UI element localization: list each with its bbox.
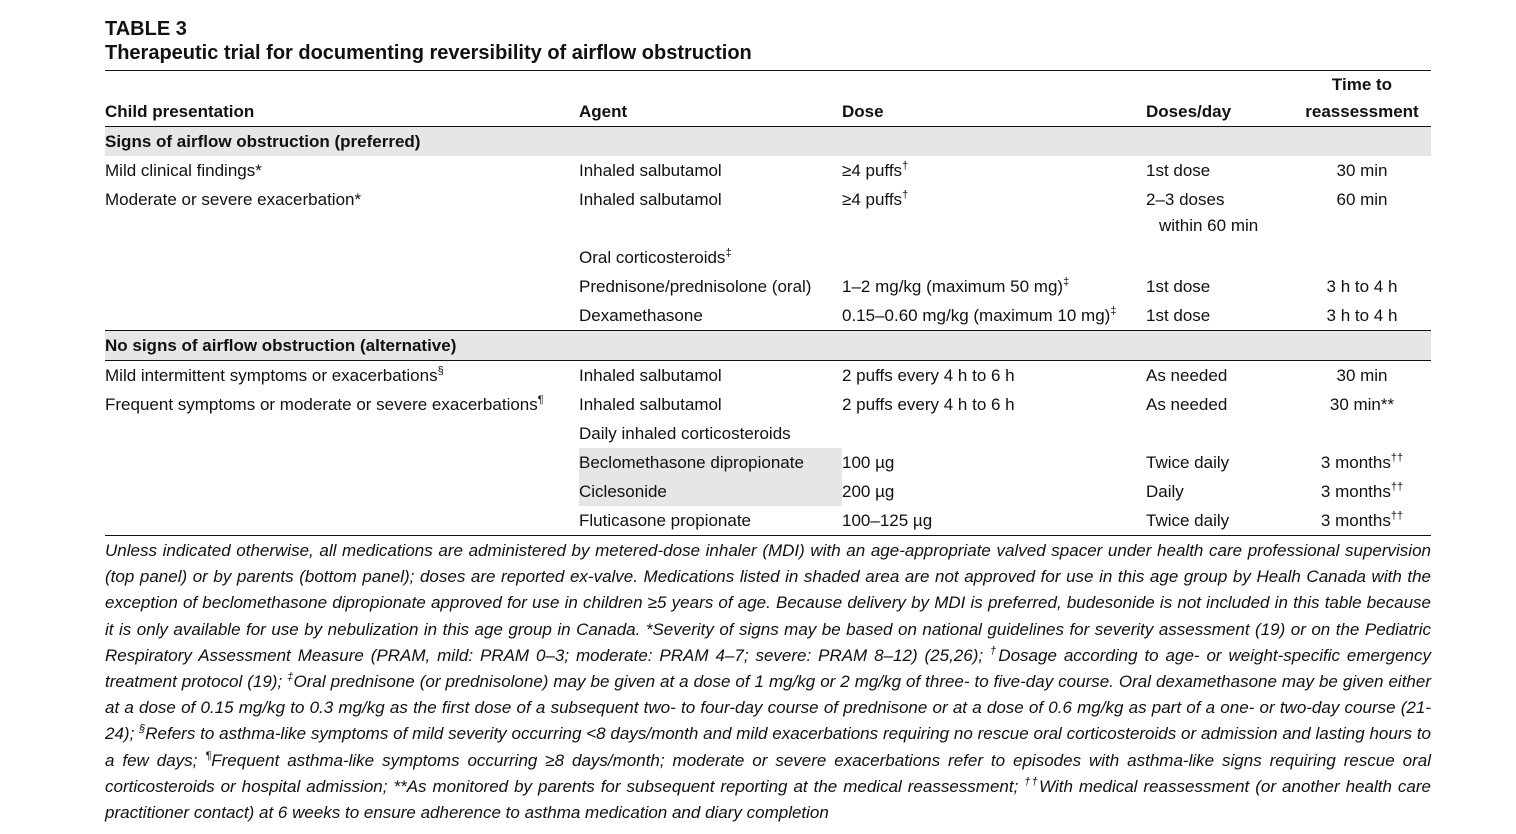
table-footnote: Unless indicated otherwise, all medications are administered by metered-dose inhaler (MDI) with an age-appropriate valved spacer under health care professional supervision (top panel) or by parents (bottom panel); doses are reported ex-valve. Medications listed in shaded area are not approved for use in this age group by Healh Canada with the exception of beclomethasone dipropionate approved for use in children ≥5 years of age. Because delivery by MDI is preferred, budesonide is not included in this table because it is only available for use by nebulization in this age group in Canada. *Severity of signs may be based on national guidelines for severity assessment (19) or on the Pediatric Respiratory Assessment Measure (PRAM, mild: PRAM 0–3; moderate: PRAM 4–7; severe: PRAM 8–12) (25,26); †Dosage according to age- or weight-specific emergency treatment protocol (19); ‡Oral prednisone (or prednisolone) may be given at a dose of 1 mg/kg or 2 mg/kg of three- to five-day course. Oral dexamethasone may be given either at a dose of 0.15 mg/kg to 0.3 mg/kg as the first dose of a subsequent two- to four-day course of prednisone or at a dose of 0.6 mg/kg as part of a one- or two-day course (21-24); §Refers to asthma-like symptoms of mild severity occurring <8 days/month and mild exacerbations requiring no rescue oral corticosteroids or admission and lasting hours to a few days; ¶Frequent asthma-like symptoms occurring ≥8 days/month; moderate or severe exacerbations refer to episodes with asthma-like signs requiring rescue oral corticosteroids or hospital admission; **As monitored by parents for subsequent reporting at the medical reassessment; ††With medical reassessment (or another health care practitioner contact) at 6 weeks to ensure adherence to asthma medication and diary completion — [105, 541, 1431, 823]
time-cell: 3 h to 4 h — [1326, 277, 1398, 296]
section-heading-row — [105, 331, 1431, 361]
header-child-presentation: Child presentation — [105, 102, 255, 121]
time-cell: 30 min — [1336, 366, 1388, 385]
table-row — [105, 301, 1431, 331]
dose-cell: ≥4 puffs† — [842, 160, 909, 180]
header-doses-per-day: Doses/day — [1146, 102, 1232, 121]
table-row — [105, 448, 1431, 477]
dose-cell: 2 puffs every 4 h to 6 h — [842, 395, 1015, 414]
doses-day-cell: 1st dose — [1146, 306, 1211, 325]
time-cell: 3 months†† — [1320, 481, 1404, 501]
agent-cell-shaded: Beclomethasone dipropionate — [579, 448, 842, 477]
table-label: TABLE 3 — [105, 18, 187, 40]
doses-day-cell: 1st dose — [1146, 161, 1211, 180]
time-cell: 3 months†† — [1293, 506, 1431, 536]
dose-cell: 100–125 µg — [842, 506, 1146, 536]
header-agent: Agent — [579, 102, 628, 121]
time-cell: 60 min — [1336, 190, 1388, 209]
agent-cell: Fluticasone propionate — [579, 506, 842, 536]
presentation-cell: Mild clinical findings* — [105, 161, 262, 180]
presentation-cell: Mild intermittent symptoms or exacerbations§ — [105, 365, 444, 385]
agent-cell: Daily inhaled corticosteroids — [579, 424, 791, 443]
table-row — [105, 185, 1431, 243]
section-heading-row — [105, 127, 1431, 157]
dose-cell: ≥4 puffs† — [842, 189, 909, 209]
agent-cell: Inhaled salbutamol — [579, 395, 722, 414]
time-cell: 3 months†† — [1320, 452, 1404, 472]
agent-cell: Inhaled salbutamol — [579, 366, 722, 385]
doses-day-cell: Twice daily — [1146, 453, 1230, 472]
presentation-cell: Frequent symptoms or moderate or severe exacerbations¶ — [105, 394, 544, 414]
table-container — [105, 17, 1431, 826]
doses-day-cell: Twice daily — [1146, 506, 1293, 536]
therapeutic-trial-table — [105, 71, 1431, 536]
dose-cell: 1–2 mg/kg (maximum 50 mg)‡ — [842, 276, 1070, 296]
table-row — [105, 156, 1431, 185]
table-row — [105, 419, 1431, 448]
presentation-cell: Moderate or severe exacerbation* — [105, 190, 362, 209]
table-row — [105, 506, 1431, 536]
dose-cell: 100 µg — [842, 453, 895, 472]
doses-day-cell: 2–3 doses within 60 min — [1146, 190, 1259, 235]
agent-cell: Inhaled salbutamol — [579, 161, 722, 180]
section2-title: No signs of airflow obstruction (alternative) — [105, 331, 1431, 361]
dose-cell: 0.15–0.60 mg/kg (maximum 10 mg)‡ — [842, 305, 1117, 325]
agent-cell: Oral corticosteroids‡ — [579, 247, 732, 267]
agent-cell: Dexamethasone — [579, 306, 703, 325]
header-time-line2: reassessment — [1305, 102, 1419, 121]
dose-cell: 2 puffs every 4 h to 6 h — [842, 366, 1015, 385]
table-row — [105, 390, 1431, 419]
section1-title: Signs of airflow obstruction (preferred) — [105, 127, 1431, 157]
table-caption: Therapeutic trial for documenting reversibility of airflow obstruction — [105, 42, 752, 64]
doses-day-cell: Daily — [1146, 482, 1184, 501]
dose-cell: 200 µg — [842, 482, 895, 501]
time-cell: 30 min** — [1329, 395, 1395, 414]
time-cell: 30 min — [1336, 161, 1388, 180]
table-row — [105, 361, 1431, 391]
doses-day-cell: As needed — [1146, 366, 1228, 385]
table-row — [105, 272, 1431, 301]
doses-day-cell: 1st dose — [1146, 277, 1211, 296]
time-cell: 3 h to 4 h — [1326, 306, 1398, 325]
doses-day-cell: As needed — [1146, 395, 1228, 414]
agent-cell: Prednisone/prednisolone (oral) — [579, 277, 812, 296]
agent-cell-shaded: Ciclesonide — [579, 477, 842, 506]
header-dose: Dose — [842, 102, 884, 121]
agent-cell: Inhaled salbutamol — [579, 190, 722, 209]
table-row — [105, 477, 1431, 506]
header-time-line1: Time to — [1331, 75, 1393, 94]
table-row — [105, 243, 1431, 272]
